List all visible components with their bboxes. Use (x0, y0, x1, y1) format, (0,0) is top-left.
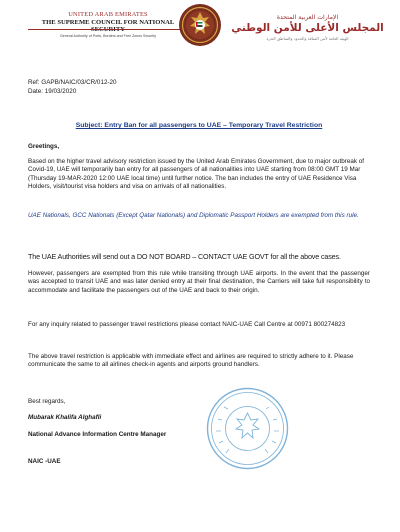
letterhead-arabic-country: الإمارات العربية المتحدة (276, 14, 339, 21)
letterhead-arabic-authority: الهيئة العامة لأمن المنافذ والحدود والمناطق الحرة (266, 36, 349, 41)
letter-date: Date: 19/03/2020 (28, 88, 77, 95)
paragraph-do-not-board: The UAE Authorities will send out a DO NOT BOARD – CONTACT UAE GOVT for all the above cases. (28, 252, 341, 261)
paragraph-exemptions: UAE Nationals, GCC Nationals (Except Qatar Nationals) and Diplomatic Passport Holders are exempted from this rule. (28, 212, 359, 219)
paragraph-ban-announcement: Based on the higher travel advisory restriction issued by the United Arab Emirates Government, due to major outbreak of Covid-19, UAE will temporarily ban entry for all passengers of all nationalities into UAE starting from 08:00 GMT 19 Mar (Thursday 19-MAR-2020 12:00 UAE local time) until further notice. The ban includes the entry of UAE Residence Visa Holders, visit/tourist visa holders and visa on arrivals of all nationalities. (28, 158, 365, 190)
uae-crest-icon (178, 3, 222, 47)
official-stamp-icon (206, 387, 289, 470)
letterhead-arabic (225, 14, 390, 41)
closing: Best regards, (28, 398, 66, 405)
signatory-name: Mubarak Khalifa Alghafli (28, 414, 102, 421)
signatory-title: National Advance Information Centre Manager (28, 431, 167, 438)
letterhead-authority: General Authority of Ports, Borders and Free Zones Security (59, 34, 157, 38)
letterhead-arabic-council: المجلس الأعلى للأمن الوطني (231, 22, 384, 34)
paragraph-applicability: The above travel restriction is applicable with immediate effect and airlines are required to strictly adhere to it. Please communicate the same to all airlines check-in agents and airports ground handlers. (28, 353, 354, 369)
greeting: Greetings, (28, 143, 60, 150)
reference-number: Ref: GAPB/NAIC/03/CR/012-20 (28, 79, 117, 86)
paragraph-inquiry: For any inquiry related to passenger travel restrictions please contact NAIC-UAE Call Centre at 00971 800274823 (28, 321, 346, 328)
letterhead-council: THE SUPREME COUNCIL FOR NATIONAL (41, 19, 175, 26)
subject-line: Subject: Entry Ban for all passengers to UAE – Temporary Travel Restriction (75, 122, 323, 129)
letterhead-country: UNITED ARAB EMIRATES (68, 11, 148, 18)
letterhead-rule (28, 29, 188, 30)
paragraph-transit: However, passengers are exempted from this rule while transiting through UAE airports. In the event that the passenger was accepted to transit UAE and was later denied entry at their final destination, the Carriers will take full responsibility to accommodate and facilitate the passengers out of the UAE and back to their origin. (28, 270, 370, 294)
signatory-unit: NAIC -UAE (28, 458, 61, 465)
